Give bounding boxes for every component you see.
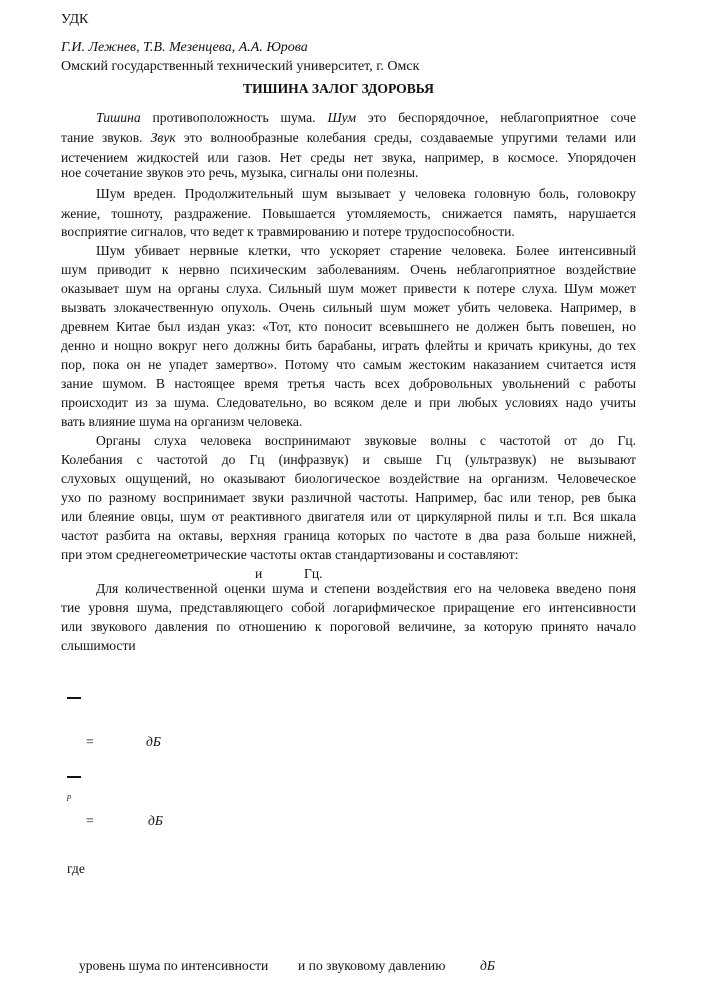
fraction-bar-2 — [67, 776, 81, 778]
term-zvuk: Звук — [150, 130, 176, 145]
para4-and: и — [255, 566, 263, 581]
affiliation: Омский государственный технический университет, г. Омск — [61, 59, 420, 74]
para1-line2 — [61, 128, 636, 148]
para1-l2-text1: тание звуков. — [61, 130, 143, 145]
para5-line3: или звукового давления по отношению к пороговой величине, за которую принято начало — [61, 619, 636, 634]
eq2-equals: = — [86, 813, 94, 828]
para5-line2: тие уровня шума, представляющего собой логарифмическое приращение его интенсивности — [61, 600, 636, 615]
para4-line3: слуховых ощущений, но оказывают биологическое воздействие на организм. Человеческое — [61, 471, 636, 486]
para2-line2: жение, тошноту, раздражение. Повышается утомляемость, снижается память, нарушается — [61, 206, 636, 221]
where-label: где — [67, 861, 85, 876]
footer-unit: дБ — [480, 958, 495, 973]
para3-line3: оказывает шум на органы слуха. Сильный шум может привести к потере слуха. Шум может — [61, 281, 636, 296]
para4-line7: при этом среднегеометрические частоты октав стандартизованы и составляют: — [61, 547, 519, 562]
para1-line4: ное сочетание звуков это речь, музыка, сигналы они полезны. — [61, 165, 419, 180]
para1-line3: истечением жидкостей или газов. Нет среды нет звука, например, в космосе. Упорядочен — [61, 150, 636, 165]
article-title: ТИШИНА ЗАЛОГ ЗДОРОВЬЯ — [243, 81, 434, 96]
para1-line1 — [61, 108, 636, 128]
para3-line4: вызвать злокачественную опухоль. Очень сильный шум может убить человека. Например, в — [61, 300, 636, 315]
para3-line10: вать влияние шума на организм человека. — [61, 414, 303, 429]
para4-line2: Колебания с частотой до Гц (инфразвук) и свыше Гц (ультразвук) не вызывают — [61, 452, 636, 467]
eq1-equals: = — [86, 734, 94, 749]
footer-text1: уровень шума по интенсивности — [79, 958, 269, 973]
para3-line8: зание шумом. В настоящее время третья часть всех добровольных увольнений с работы — [61, 376, 636, 391]
para4-line6: частот разбита на октавы, верхняя граница которых по частоте в два раза больше нижней, — [61, 528, 636, 543]
para4-line5: или блеяние овцы, шум от реактивного двигателя или от циркулярной пилы и т.п. Вся шкала — [61, 509, 636, 524]
para3-line2: шум приводит к нервно психическим заболеваниям. Очень неблагоприятное воздействие — [61, 262, 636, 277]
eq1-unit: дБ — [146, 734, 161, 749]
eq2-unit: дБ — [148, 813, 163, 828]
para5-line4: слышимости — [61, 638, 136, 653]
para1-l2-text2: это волнообразные колебания среды, создаваемые упругими телами или — [183, 130, 636, 145]
para3-line9: происходит из за шума. Следовательно, во всяком деле и при любых условиях надо учиты — [61, 395, 636, 410]
para4-hz: Гц. — [304, 566, 323, 581]
para3-line7: пор, пока он не упадет замертво». Потому что самым жестоким наказанием считается истя — [61, 357, 636, 372]
para4-line4: ухо по разному воспринимает звуки различной частоты. Например, бас или тенор, рев быка — [61, 490, 636, 505]
para3-line1: Шум убивает нервные клетки, что ускоряет старение человека. Более интенсивный — [96, 243, 636, 258]
footer-text2: и по звуковому давлению — [298, 958, 446, 973]
eq2-subscript: p — [67, 792, 71, 801]
authors: Г.И. Лежнев, Т.В. Мезенцева, А.А. Юрова — [61, 40, 308, 55]
para3-line6: денно и нощно вокруг него должны бить барабаны, играть флейты и кричать крикуны, до тех — [61, 338, 636, 353]
para2-line1: Шум вреден. Продолжительный шум вызывает у человека головную боль, головокру — [96, 186, 636, 201]
term-tishina: Тишина — [96, 110, 141, 125]
para4-line1: Органы слуха человека воспринимают звуковые волны с частотой от до Гц. — [96, 433, 636, 448]
fraction-bar-1 — [67, 697, 81, 699]
para2-line3: восприятие сигналов, что ведет к травмированию и потере трудоспособности. — [61, 224, 515, 239]
udk-label: УДК — [61, 12, 89, 27]
para1-text1: противоположность шума. — [152, 110, 316, 125]
para3-line5: древнем Китае был издан указ: «Тот, кто поносит всевышнего не должен быть повешен, но — [61, 319, 636, 334]
term-shum: Шум — [327, 110, 357, 125]
para1-text2: это беспорядочное, неблагоприятное соче — [367, 110, 636, 125]
para5-line1: Для количественной оценки шума и степени воздействия его на человека введено поня — [96, 581, 636, 596]
